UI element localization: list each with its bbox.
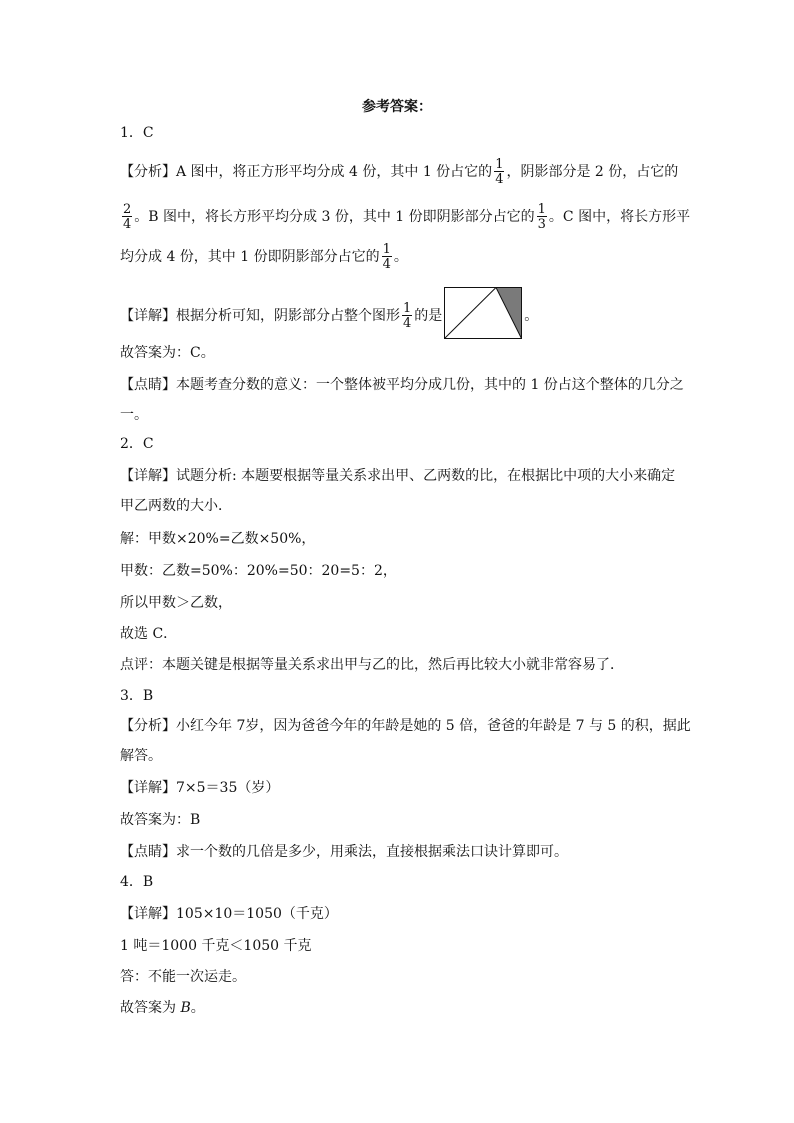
fraction-numerator: 1 [403,301,412,316]
q1-analysis-text: ，阴影部分是 2 份，占它的 [506,164,679,180]
fraction-one-quarter [382,243,392,271]
q1-conclusion: 故答案为：C。 [120,345,215,361]
q1-number: 1．C [120,125,154,141]
q2-solution: 解：甲数×20%=乙数×50%， [120,531,316,547]
q4-answer: 答：不能一次运走。 [120,969,246,985]
page-title: 参考答案： [362,99,432,115]
fraction-denominator: 4 [382,257,391,272]
fraction-denominator: 3 [537,217,546,232]
q1-analysis-text: 【分析】A 图中，将正方形平均分成 4 份，其中 1 份占它的 [120,164,493,180]
q2-detail-line-2: 甲乙两数的大小． [120,498,232,514]
q1-comment-line-2: 一。 [120,407,148,423]
fraction-numerator: 1 [537,202,546,217]
fraction-denominator: 4 [123,217,132,232]
q3-analysis-line-1: 【分析】小红今年 7岁，因为爸爸今年的年龄是她的 5 倍，爸爸的年龄是 7 与 5 的积，据此 [120,718,691,734]
q2-therefore: 所以甲数＞乙数， [120,595,232,611]
q4-conclusion-text: 。 [190,1000,205,1016]
q2-detail-line-1: 【详解】试题分析: 本题要根据等量关系求出甲、乙两数的比，在根据比中项的大小来确定 [120,468,676,484]
q1-analysis-text: 。C 图中，将长方形平 [548,209,691,225]
q3-number: 3．B [120,688,154,704]
fraction-numerator: 1 [495,157,504,172]
q1-analysis-text: 均分成 4 份，其中 1 份即阴影部分占它的 [120,249,380,265]
q3-conclusion: 故答案为：B [120,812,201,828]
fraction-denominator: 4 [495,172,504,187]
q1-analysis-text: 。 [393,249,408,265]
q3-analysis-line-2: 解答。 [120,748,162,764]
q4-compare: 1 吨＝1000 千克＜1050 千克 [120,938,312,954]
q1-analysis-text: 。B 图中，将长方形平均分成 3 份，其中 1 份即阴影部分占它的 [134,209,535,225]
fraction-two-quarters [122,203,132,231]
q4-conclusion [120,998,205,1018]
q1-analysis-line-1 [120,158,678,186]
shaded-rectangle-figure [444,287,522,345]
q4-detail: 【详解】105×10＝1050（千克） [120,906,338,922]
fraction-one-quarter [494,158,504,186]
q1-analysis-line-2 [120,203,690,231]
q1-analysis-line-3 [120,243,408,271]
q1-detail-line [120,287,538,345]
fraction-one-third [537,203,547,231]
q3-detail: 【详解】7×5＝35（岁） [120,780,280,796]
fraction-numerator: 1 [382,242,391,257]
q2-choice: 故选 C． [120,626,178,642]
q2-number: 2．C [120,436,154,452]
fraction-numerator: 2 [123,202,132,217]
q2-comment: 点评：本题关键是根据等量关系求出甲与乙的比，然后再比较大小就非常容易了． [120,657,624,673]
fraction-one-quarter [402,302,412,330]
q4-conclusion-text: 故答案为 [120,1000,181,1016]
q2-ratio: 甲数：乙数=50%：20%=50：20=5：2， [120,563,397,579]
q1-detail-text: 的是 [414,308,443,324]
q4-number: 4．B [120,874,154,890]
fraction-denominator: 4 [403,316,412,331]
q3-comment: 【点睛】求一个数的几倍是多少，用乘法，直接根据乘法口诀计算即可。 [120,844,568,860]
q4-answer-letter: B [180,1000,191,1016]
q1-comment-line-1: 【点睛】本题考查分数的意义：一个整体被平均分成几份，其中的 1 份占这个整体的几分之 [120,377,684,393]
q1-detail-text: 。 [524,308,539,324]
q1-detail-text: 【详解】根据分析可知，阴影部分占整个图形 [120,308,400,324]
